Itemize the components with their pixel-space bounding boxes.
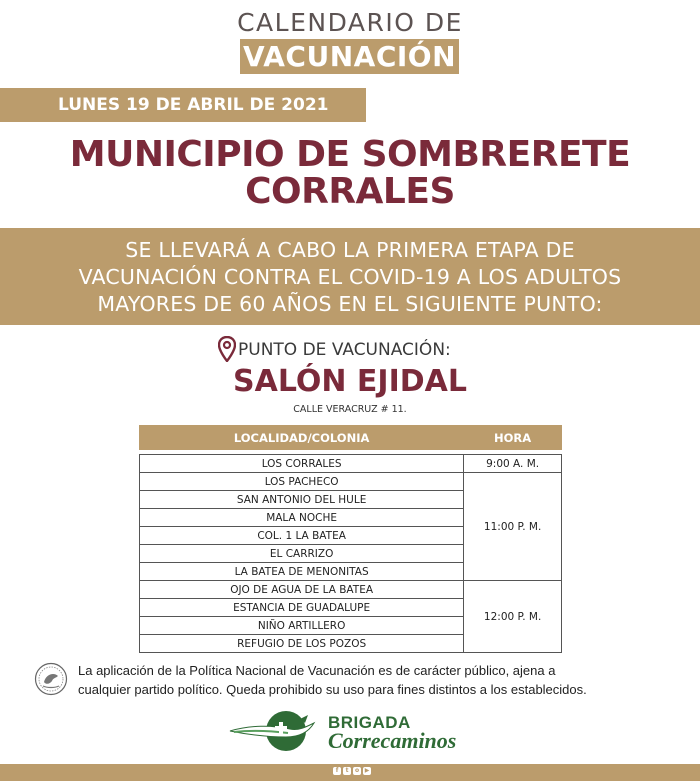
social-icons (333, 767, 371, 775)
locality-cell: ESTANCIA DE GUADALUPE (140, 599, 464, 617)
locality-cell: REFUGIO DE LOS POZOS (140, 635, 464, 653)
municipality-line-1: MUNICIPIO DE SOMBRERETE (69, 134, 631, 175)
time-cell: 12:00 P. M. (464, 581, 562, 653)
disclaimer-line-2: cualquier partido político. Queda prohibido su uso para fines distintos a los establecidos. (78, 682, 587, 697)
date-banner: LUNES 19 DE ABRIL DE 2021 (0, 88, 366, 122)
disclaimer-text (78, 661, 678, 699)
locality-cell: LA BATEA DE MENONITAS (140, 563, 464, 581)
schedule-table (139, 425, 562, 653)
title-top: CALENDARIO DE (237, 8, 463, 37)
locality-cell: COL. 1 LA BATEA (140, 527, 464, 545)
location-address: CALLE VERACRUZ # 11. (293, 404, 407, 415)
table-row (140, 455, 562, 473)
facebook-icon[interactable]: f (333, 767, 341, 775)
youtube-icon[interactable]: ▶ (364, 767, 370, 774)
municipality-line-2: CORRALES (245, 171, 455, 212)
brand-name: BRIGADA (328, 713, 411, 732)
table-row (140, 581, 562, 599)
locality-cell: SAN ANTONIO DEL HULE (140, 491, 464, 509)
time-cell: 9:00 A. M. (464, 455, 562, 473)
national-seal-icon (34, 662, 68, 696)
map-pin-icon (218, 336, 236, 362)
notice-banner (0, 228, 700, 325)
locality-cell: NIÑO ARTILLERO (140, 617, 464, 635)
locality-cell: LOS CORRALES (140, 455, 464, 473)
header-hora: HORA (464, 426, 562, 450)
locality-cell: LOS PACHECO (140, 473, 464, 491)
table-row (140, 473, 562, 491)
location-label: PUNTO DE VACUNACIÓN: (238, 340, 451, 360)
brand-subtitle: Correcaminos (328, 728, 457, 753)
twitter-icon[interactable]: t (343, 767, 351, 775)
notice-line-2: VACUNACIÓN CONTRA EL COVID-19 A LOS ADULTOS (78, 265, 622, 289)
table-header-row (140, 426, 562, 450)
municipality-title (0, 136, 700, 210)
locality-cell: MALA NOCHE (140, 509, 464, 527)
time-cell: 11:00 P. M. (464, 473, 562, 581)
notice-line-3: MAYORES DE 60 AÑOS EN EL SIGUIENTE PUNTO: (97, 292, 603, 316)
header-localidad: LOCALIDAD/COLONIA (140, 426, 464, 450)
instagram-icon[interactable]: o (354, 767, 360, 774)
brigada-logo-icon (228, 705, 324, 757)
title-main: VACUNACIÓN (240, 39, 459, 74)
locality-cell: OJO DE AGUA DE LA BATEA (140, 581, 464, 599)
notice-line-1: SE LLEVARÁ A CABO LA PRIMERA ETAPA DE (125, 238, 575, 262)
location-name: SALÓN EJIDAL (233, 364, 467, 399)
disclaimer-line-1: La aplicación de la Política Nacional de Vacunación es de carácter público, ajena a (78, 663, 556, 678)
locality-cell: EL CARRIZO (140, 545, 464, 563)
